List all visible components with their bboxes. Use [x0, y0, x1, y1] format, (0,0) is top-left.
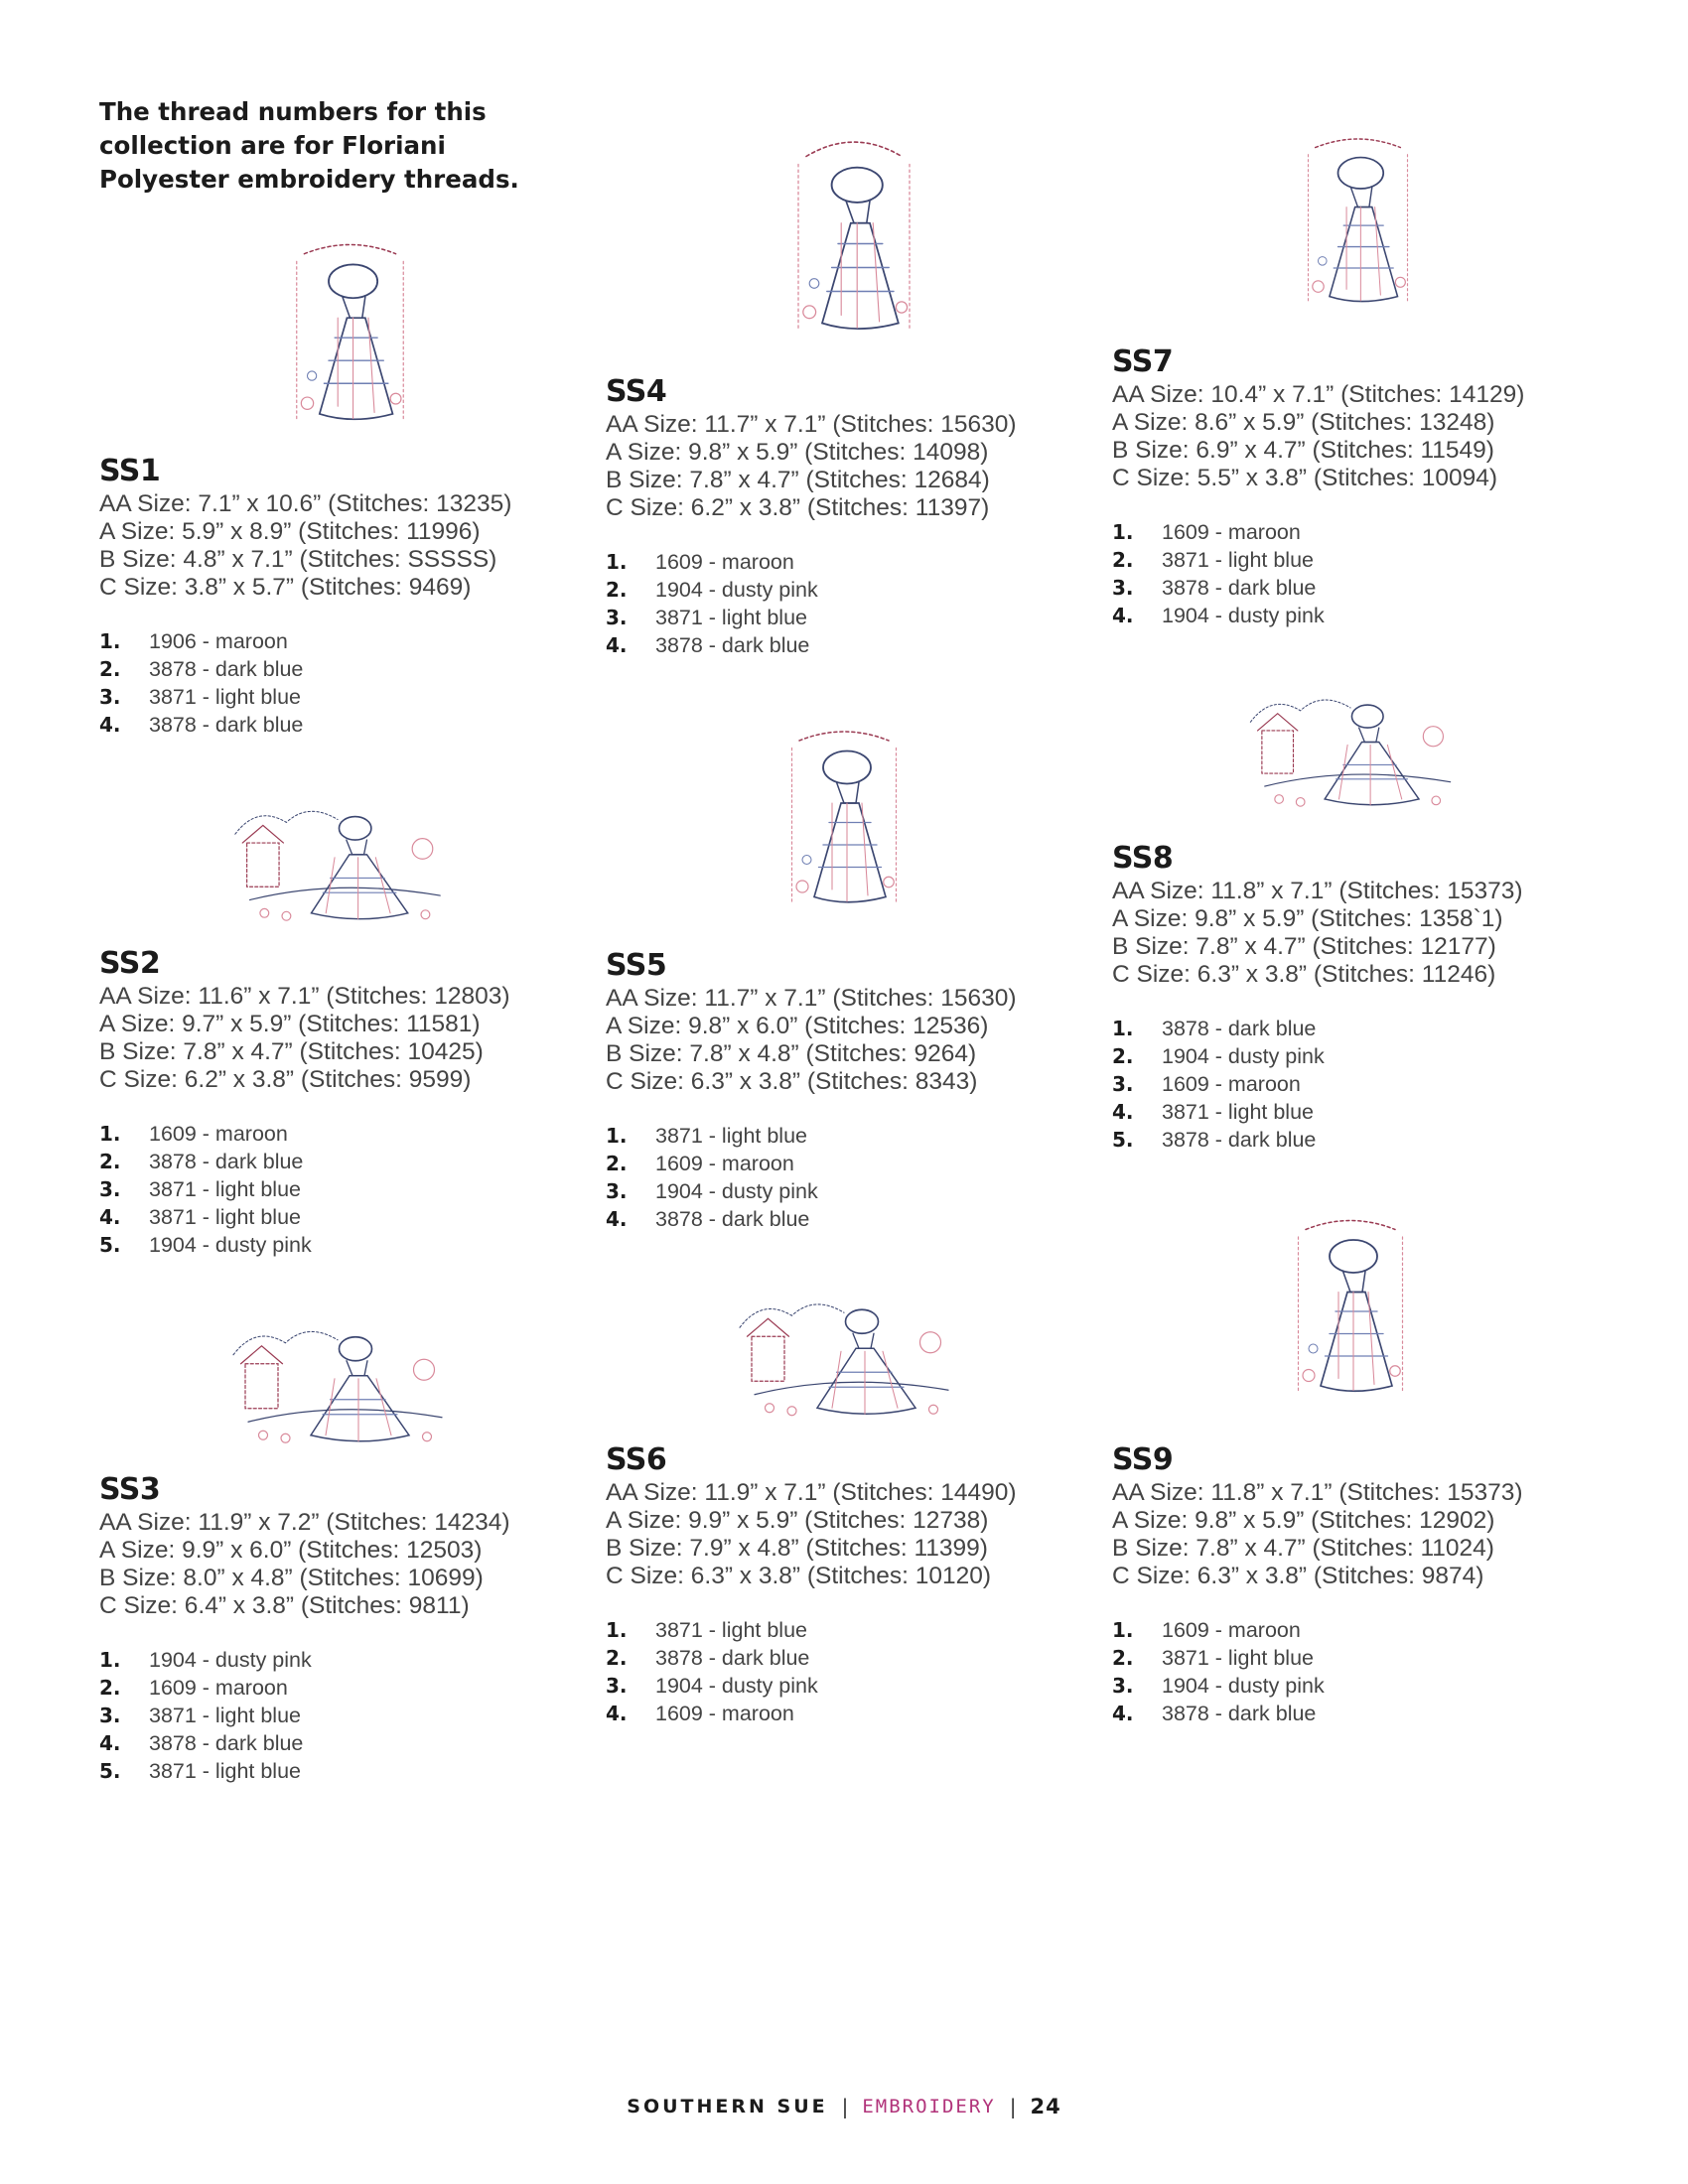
thread-number: 4. [606, 633, 628, 657]
thread-list [606, 1616, 1072, 1727]
thread-number: 3. [606, 606, 628, 629]
thread-number: 4. [1112, 1702, 1134, 1725]
size-row: B Size: 8.0” x 4.8” (Stitches: 10699) [99, 1565, 484, 1591]
thread-item [99, 627, 566, 655]
thread-label: 3878 - dark blue [655, 1646, 810, 1670]
thread-item [1112, 1098, 1579, 1126]
thread-label: 3878 - dark blue [655, 1207, 810, 1231]
thread-item [99, 1231, 566, 1259]
thread-number: 1. [99, 1122, 121, 1146]
thread-item [99, 1175, 566, 1203]
thread-label: 3878 - dark blue [149, 657, 304, 681]
size-row: A Size: 5.9” x 8.9” (Stitches: 11996) [99, 518, 481, 545]
thread-number: 4. [1112, 604, 1134, 627]
lady-under-willow-tree-illustration [1276, 1187, 1425, 1421]
thread-label: 1904 - dusty pink [1162, 1674, 1325, 1698]
size-row: C Size: 5.5” x 3.8” (Stitches: 10094) [1112, 465, 1498, 491]
page-number: 24 [1030, 2095, 1061, 2118]
size-row: AA Size: 11.9” x 7.1” (Stitches: 14490) [606, 1479, 1017, 1506]
thread-number: 2. [1112, 548, 1134, 572]
thread-number: 5. [99, 1759, 121, 1783]
design-ss7 [1112, 344, 1579, 629]
thread-item [1112, 1672, 1579, 1700]
thread-number: 2. [99, 1676, 121, 1700]
thread-list [99, 1120, 566, 1259]
size-row: A Size: 9.8” x 5.9” (Stitches: 12902) [1112, 1507, 1495, 1534]
design-ss2 [99, 946, 566, 1259]
design-code: SS9 [1112, 1442, 1174, 1477]
thread-item [1112, 518, 1579, 546]
design-ss3 [99, 1472, 566, 1785]
size-row: A Size: 9.8” x 5.9” (Stitches: 1358`1) [1112, 905, 1503, 932]
thread-number: 3. [1112, 576, 1134, 600]
thread-item [606, 1205, 1072, 1233]
footer-separator: | [841, 2095, 849, 2118]
thread-label: 3878 - dark blue [149, 1150, 304, 1173]
size-row: AA Size: 10.4” x 7.1” (Stitches: 14129) [1112, 381, 1525, 408]
lady-with-gazebo-illustration [218, 790, 457, 929]
size-row: AA Size: 11.7” x 7.1” (Stitches: 15630) [606, 985, 1017, 1012]
thread-item [99, 711, 566, 739]
footer-separator: | [1009, 2095, 1017, 2118]
footer-brand: SOUTHERN SUE [627, 2096, 828, 2117]
size-row: AA Size: 11.9” x 7.2” (Stitches: 14234) [99, 1509, 510, 1536]
thread-item [1112, 1616, 1579, 1644]
thread-label: 3871 - light blue [655, 1618, 807, 1642]
thread-number: 2. [606, 1152, 628, 1175]
thread-item [99, 1674, 566, 1702]
size-row: B Size: 7.8” x 4.7” (Stitches: 11024) [1112, 1535, 1494, 1562]
size-row: C Size: 6.2” x 3.8” (Stitches: 11397) [606, 494, 990, 521]
thread-label: 3871 - light blue [1162, 548, 1314, 572]
thread-item [99, 1646, 566, 1674]
thread-number: 4. [1112, 1100, 1134, 1124]
size-row: B Size: 4.8” x 7.1” (Stitches: SSSSS) [99, 546, 497, 573]
thread-label: 1609 - maroon [149, 1676, 288, 1700]
thread-label: 3871 - light blue [1162, 1100, 1314, 1124]
size-row: B Size: 7.8” x 4.7” (Stitches: 10425) [99, 1038, 484, 1065]
thread-number: 1. [1112, 1618, 1134, 1642]
thread-number: 3. [99, 1177, 121, 1201]
thread-label: 1904 - dusty pink [149, 1233, 312, 1257]
thread-item [99, 1757, 566, 1785]
thread-number: 5. [99, 1233, 121, 1257]
lady-with-castle-illustration [1236, 675, 1465, 819]
thread-number: 4. [606, 1207, 628, 1231]
thread-item [1112, 1015, 1579, 1042]
design-code: SS5 [606, 948, 667, 983]
thread-number: 5. [1112, 1128, 1134, 1152]
thread-label: 1904 - dusty pink [1162, 1044, 1325, 1068]
thread-label: 3871 - light blue [149, 1205, 301, 1229]
size-list [606, 985, 1072, 1096]
thread-item [606, 631, 1072, 659]
thread-number: 3. [99, 1704, 121, 1727]
thread-list [606, 548, 1072, 659]
thread-label: 1904 - dusty pink [655, 1674, 818, 1698]
thread-item [99, 1729, 566, 1757]
bonnet-lady-with-parasol-illustration [263, 223, 437, 437]
thread-label: 1609 - maroon [655, 1152, 794, 1175]
footer-section: EMBROIDERY [862, 2096, 996, 2117]
design-code: SS4 [606, 374, 667, 409]
size-list [99, 490, 566, 602]
thread-item [1112, 1070, 1579, 1098]
thread-label: 3871 - light blue [1162, 1646, 1314, 1670]
design-ss4 [606, 374, 1072, 659]
thread-item [99, 1203, 566, 1231]
thread-number: 1. [1112, 520, 1134, 544]
size-row: C Size: 6.3” x 3.8” (Stitches: 8343) [606, 1068, 978, 1095]
thread-item [99, 1148, 566, 1175]
thread-number: 1. [606, 1124, 628, 1148]
thread-number: 1. [606, 1618, 628, 1642]
thread-item [606, 604, 1072, 631]
thread-number: 1. [99, 629, 121, 653]
size-list [99, 1509, 566, 1620]
thread-label: 3871 - light blue [149, 685, 301, 709]
thread-number: 4. [99, 1205, 121, 1229]
size-row: C Size: 3.8” x 5.7” (Stitches: 9469) [99, 574, 472, 601]
size-list [1112, 1479, 1579, 1590]
size-row: B Size: 7.8” x 4.8” (Stitches: 9264) [606, 1040, 977, 1067]
design-ss8 [1112, 841, 1579, 1154]
thread-number: 2. [606, 1646, 628, 1670]
thread-label: 3878 - dark blue [1162, 1128, 1317, 1152]
thread-number: 3. [99, 685, 121, 709]
thread-number: 2. [1112, 1044, 1134, 1068]
size-row: A Size: 9.9” x 6.0” (Stitches: 12503) [99, 1537, 483, 1564]
thread-item [606, 1177, 1072, 1205]
size-row: A Size: 8.6” x 5.9” (Stitches: 13248) [1112, 409, 1495, 436]
size-row: C Size: 6.3” x 3.8” (Stitches: 11246) [1112, 961, 1496, 988]
thread-label: 1609 - maroon [655, 550, 794, 574]
size-row: C Size: 6.3” x 3.8” (Stitches: 9874) [1112, 1563, 1484, 1589]
thread-item [606, 1644, 1072, 1672]
thread-number: 1. [606, 550, 628, 574]
size-row: C Size: 6.3” x 3.8” (Stitches: 10120) [606, 1563, 992, 1589]
thread-number: 1. [99, 1648, 121, 1672]
size-list [606, 411, 1072, 522]
thread-item [99, 1120, 566, 1148]
design-ss1 [99, 454, 566, 739]
thread-number: 3. [1112, 1674, 1134, 1698]
thread-item [606, 1122, 1072, 1150]
thread-label: 1904 - dusty pink [1162, 604, 1325, 627]
thread-list [99, 627, 566, 739]
thread-list [606, 1122, 1072, 1233]
size-row: AA Size: 11.7” x 7.1” (Stitches: 15630) [606, 411, 1017, 438]
thread-list [1112, 1616, 1579, 1727]
design-code: SS8 [1112, 841, 1174, 876]
thread-label: 1609 - maroon [1162, 1072, 1301, 1096]
thread-number: 3. [1112, 1072, 1134, 1096]
thread-label: 1609 - maroon [655, 1702, 794, 1725]
size-list [99, 983, 566, 1094]
size-row: AA Size: 7.1” x 10.6” (Stitches: 13235) [99, 490, 512, 517]
design-ss5 [606, 948, 1072, 1233]
size-row: AA Size: 11.8” x 7.1” (Stitches: 15373) [1112, 878, 1523, 904]
thread-label: 1904 - dusty pink [655, 578, 818, 602]
size-row: A Size: 9.8” x 6.0” (Stitches: 12536) [606, 1013, 989, 1039]
thread-label: 3871 - light blue [655, 606, 807, 629]
thread-item [606, 576, 1072, 604]
thread-label: 1609 - maroon [149, 1122, 288, 1146]
thread-item [1112, 546, 1579, 574]
thread-item [99, 655, 566, 683]
lady-under-arch-illustration [774, 119, 933, 352]
thread-item [606, 548, 1072, 576]
thread-item [99, 1702, 566, 1729]
thread-label: 3871 - light blue [149, 1759, 301, 1783]
thread-item [1112, 602, 1579, 629]
size-row: B Size: 7.8” x 4.7” (Stitches: 12684) [606, 467, 990, 493]
thread-label: 1609 - maroon [1162, 1618, 1301, 1642]
thread-list [1112, 1015, 1579, 1154]
thread-number: 4. [99, 1731, 121, 1755]
thread-item [1112, 1042, 1579, 1070]
thread-label: 3871 - light blue [149, 1177, 301, 1201]
size-row: A Size: 9.8” x 5.9” (Stitches: 14098) [606, 439, 989, 466]
size-row: B Size: 7.8” x 4.7” (Stitches: 12177) [1112, 933, 1496, 960]
size-list [1112, 878, 1579, 989]
size-row: C Size: 6.2” x 3.8” (Stitches: 9599) [99, 1066, 472, 1093]
thread-label: 3871 - light blue [655, 1124, 807, 1148]
thread-number: 2. [99, 657, 121, 681]
page-footer [0, 2095, 1688, 2118]
size-row: AA Size: 11.6” x 7.1” (Stitches: 12803) [99, 983, 510, 1010]
lady-in-floral-arbor-illustration [1276, 119, 1440, 318]
thread-number: 1. [1112, 1017, 1134, 1040]
thread-label: 3878 - dark blue [149, 713, 304, 737]
size-row: AA Size: 11.8” x 7.1” (Stitches: 15373) [1112, 1479, 1523, 1506]
lady-on-swing-illustration [770, 701, 918, 929]
size-row: B Size: 6.9” x 4.7” (Stitches: 11549) [1112, 437, 1494, 464]
thread-item [606, 1616, 1072, 1644]
design-code: SS6 [606, 1442, 667, 1477]
two-ladies-dancing-illustration [725, 1282, 963, 1426]
thread-item [99, 683, 566, 711]
size-row: C Size: 6.4” x 3.8” (Stitches: 9811) [99, 1592, 470, 1619]
size-list [1112, 381, 1579, 492]
design-code: SS2 [99, 946, 161, 981]
thread-label: 3878 - dark blue [1162, 1017, 1317, 1040]
thread-list [1112, 518, 1579, 629]
thread-number: 2. [99, 1150, 121, 1173]
thread-number: 3. [606, 1179, 628, 1203]
thread-item [1112, 1700, 1579, 1727]
thread-number: 4. [99, 713, 121, 737]
thread-number: 3. [606, 1674, 628, 1698]
thread-label: 3878 - dark blue [655, 633, 810, 657]
thread-number: 4. [606, 1702, 628, 1725]
thread-label: 3878 - dark blue [1162, 1702, 1317, 1725]
thread-item [1112, 1126, 1579, 1154]
size-row: A Size: 9.9” x 5.9” (Stitches: 12738) [606, 1507, 989, 1534]
thread-label: 3871 - light blue [149, 1704, 301, 1727]
intro-note: The thread numbers for this collection are for Floriani Polyester embroidery threads. [99, 97, 519, 194]
size-row: A Size: 9.7” x 5.9” (Stitches: 11581) [99, 1011, 481, 1037]
thread-list [99, 1646, 566, 1785]
thread-number: 2. [606, 578, 628, 602]
design-ss9 [1112, 1442, 1579, 1727]
thread-item [1112, 1644, 1579, 1672]
thread-item [606, 1700, 1072, 1727]
design-code: SS3 [99, 1472, 161, 1507]
thread-label: 3878 - dark blue [149, 1731, 304, 1755]
size-row: B Size: 7.9” x 4.8” (Stitches: 11399) [606, 1535, 988, 1562]
design-ss6 [606, 1442, 1072, 1727]
thread-item [1112, 574, 1579, 602]
thread-item [606, 1150, 1072, 1177]
design-code: SS7 [1112, 344, 1174, 379]
size-list [606, 1479, 1072, 1590]
thread-label: 1904 - dusty pink [149, 1648, 312, 1672]
thread-item [606, 1672, 1072, 1700]
thread-label: 1906 - maroon [149, 629, 288, 653]
design-code: SS1 [99, 454, 161, 488]
thread-label: 3878 - dark blue [1162, 576, 1317, 600]
thread-label: 1609 - maroon [1162, 520, 1301, 544]
two-ladies-with-flowers-illustration [218, 1306, 457, 1455]
thread-number: 2. [1112, 1646, 1134, 1670]
thread-label: 1904 - dusty pink [655, 1179, 818, 1203]
